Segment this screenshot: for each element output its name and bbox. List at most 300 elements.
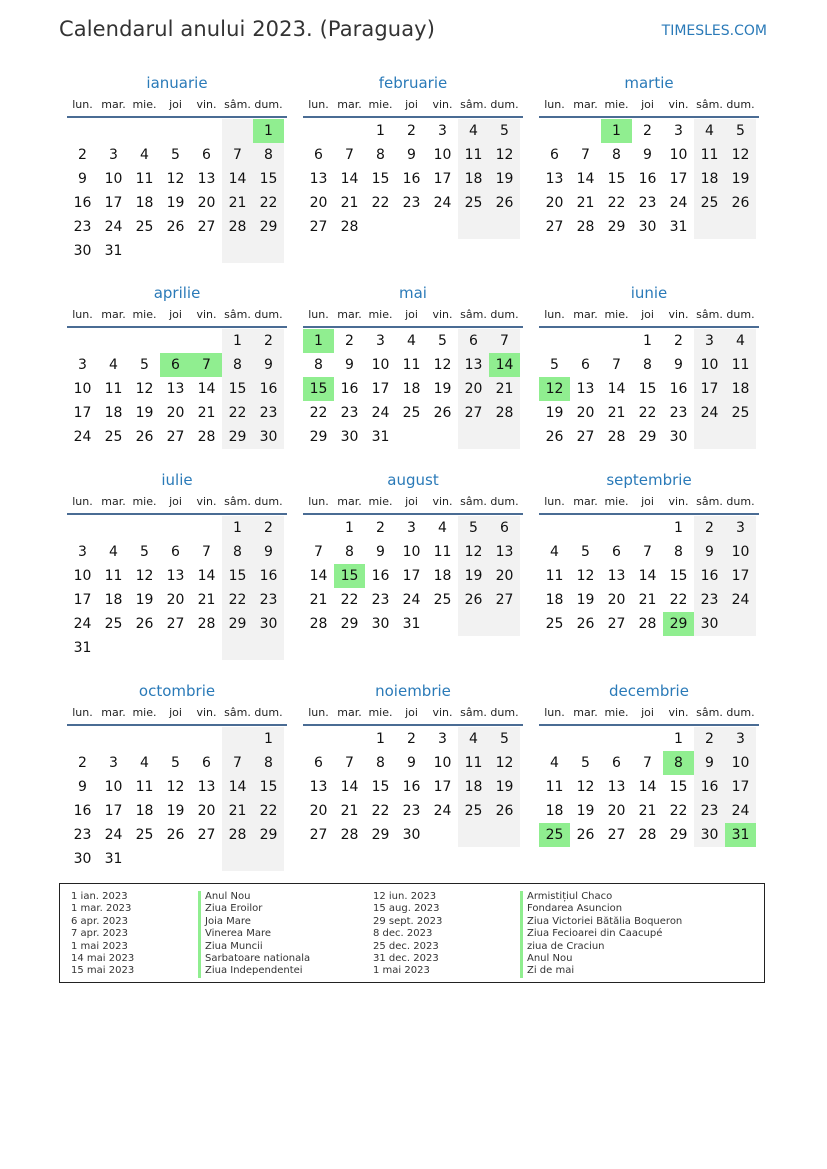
day-cell: 31 [669,219,688,235]
days-grid [303,516,523,636]
weekday-label: dum. [254,98,283,111]
day-cell: 15 [371,171,390,187]
day-cell: 7 [222,751,253,775]
weekday-header [303,706,523,726]
day-cell: 14 [222,167,253,191]
empty-day-cell [570,329,601,353]
day-cell: 30 [253,425,284,449]
empty-day-cell [601,516,632,540]
empty-day-cell [191,329,222,353]
empty-day-cell [222,119,253,143]
day-cell: 13 [197,171,216,187]
day-cell: 25 [104,616,123,632]
holiday-names-col-2 [520,891,682,978]
weekday-label: vin. [196,706,217,719]
day-cell: 8 [376,147,385,163]
days-grid [539,119,759,239]
weekday-label: mar. [101,308,126,321]
day-cell: 6 [550,147,559,163]
weekday-header [67,98,287,118]
site-link[interactable]: TIMESLES.COM [661,23,767,39]
day-cell: 12 [489,751,520,775]
day-cell: 3 [725,516,756,540]
empty-day-cell [458,425,489,449]
month-aprilie [67,282,287,449]
day-cell: 21 [638,592,657,608]
weekday-label: mar. [101,495,126,508]
day-cell: 2 [253,516,284,540]
day-cell: 13 [545,171,564,187]
day-cell: 28 [340,827,359,843]
day-cell: 28 [638,827,657,843]
empty-day-cell [601,329,632,353]
day-cell: 5 [550,357,559,373]
weekday-label: sâm. [224,706,251,719]
days-grid [67,119,287,263]
weekday-label: vin. [668,98,689,111]
day-cell: 16 [638,171,657,187]
day-cell: 10 [433,755,452,771]
day-cell: 22 [607,195,626,211]
holiday-date: 1 mai 2023 [71,940,128,952]
holiday-names-col-1 [198,891,310,978]
weekday-label: mar. [337,495,362,508]
day-cell: 5 [489,727,520,751]
day-cell: 25 [402,405,421,421]
day-cell: 27 [489,588,520,612]
day-cell: 23 [694,799,725,823]
weekday-label: mar. [337,308,362,321]
day-cell: 22 [669,592,688,608]
day-cell: 30 [694,823,725,847]
empty-day-cell [396,425,427,449]
day-cell: 18 [458,167,489,191]
day-cell: 10 [73,381,92,397]
weekday-label: dum. [490,98,519,111]
weekday-label: mie. [604,706,629,719]
day-cell: 13 [166,568,185,584]
day-cell: 1 [674,731,683,747]
month-title: iulie [161,471,193,489]
day-cell: 12 [166,779,185,795]
day-cell: 18 [545,592,564,608]
day-cell: 14 [638,568,657,584]
day-cell: 21 [197,592,216,608]
day-cell: 27 [607,827,626,843]
month-iunie [539,282,759,449]
day-cell: 20 [309,195,328,211]
empty-day-cell [67,329,98,353]
month-ianuarie [67,72,287,263]
month-title: februarie [378,74,448,92]
day-cell: 25 [135,219,154,235]
month-title: iunie [630,284,668,302]
day-cell: 25 [545,616,564,632]
day-cell: 3 [78,357,87,373]
day-cell: 19 [166,195,185,211]
weekday-label: mie. [604,308,629,321]
holiday-dates-col-2 [373,891,442,978]
day-cell: 13 [489,540,520,564]
day-cell: 1 [674,520,683,536]
holiday-date: 1 ian. 2023 [71,891,128,902]
weekday-label: vin. [196,308,217,321]
weekday-label: vin. [196,495,217,508]
day-cell: 3 [674,123,683,139]
empty-day-cell [160,119,191,143]
day-cell: 4 [407,333,416,349]
day-cell: 6 [171,544,180,560]
day-cell: 10 [725,751,756,775]
day-cell: 28 [222,215,253,239]
day-cell: 9 [78,779,87,795]
day-cell: 17 [104,803,123,819]
empty-day-cell [725,215,756,239]
day-cell: 29 [371,827,390,843]
day-cell: 21 [197,405,216,421]
day-cell: 14 [222,775,253,799]
weekday-label: vin. [432,495,453,508]
day-cell: 30 [253,612,284,636]
day-cell: 4 [438,520,447,536]
empty-day-cell [253,636,284,660]
day-cell: 23 [371,592,390,608]
day-cell: 8 [612,147,621,163]
day-cell: 27 [309,827,328,843]
holidays-legend [59,883,765,983]
weekday-label: vin. [432,706,453,719]
day-cell: 16 [340,381,359,397]
weekday-label: joi [641,706,654,719]
day-cell: 31 [402,616,421,632]
weekday-label: sâm. [224,308,251,321]
day-cell: 24 [73,616,92,632]
weekday-label: dum. [490,308,519,321]
day-cell: 22 [340,592,359,608]
weekday-label: vin. [432,308,453,321]
day-cell: 20 [197,803,216,819]
day-cell: 18 [433,568,452,584]
day-cell: 11 [433,544,452,560]
day-cell: 6 [202,755,211,771]
day-cell: 17 [694,377,725,401]
empty-day-cell [396,215,427,239]
holiday-date: 6 apr. 2023 [71,915,129,927]
empty-day-cell [222,727,253,751]
weekday-label: vin. [196,98,217,111]
holiday-day-cell: 1 [253,119,284,143]
day-cell: 29 [253,823,284,847]
day-cell: 14 [638,779,657,795]
day-cell: 16 [402,779,421,795]
empty-day-cell [98,329,129,353]
day-cell: 12 [135,381,154,397]
day-cell: 10 [402,544,421,560]
holiday-day-cell: 25 [539,823,570,847]
day-cell: 6 [458,329,489,353]
day-cell: 7 [345,755,354,771]
day-cell: 16 [669,381,688,397]
day-cell: 2 [694,516,725,540]
weekday-header [539,98,759,118]
holiday-day-cell: 1 [303,329,334,353]
day-cell: 29 [309,429,328,445]
day-cell: 9 [694,540,725,564]
day-cell: 26 [135,616,154,632]
empty-day-cell [570,727,601,751]
day-cell: 14 [607,381,626,397]
day-cell: 9 [78,171,87,187]
day-cell: 10 [104,779,123,795]
day-cell: 12 [489,143,520,167]
weekday-header [67,308,287,328]
day-cell: 10 [725,540,756,564]
weekday-label: joi [169,308,182,321]
day-cell: 30 [694,612,725,636]
day-cell: 11 [135,779,154,795]
weekday-label: joi [405,495,418,508]
day-cell: 6 [581,357,590,373]
month-title: mai [399,284,427,302]
day-cell: 11 [458,751,489,775]
weekday-label: joi [405,706,418,719]
empty-day-cell [98,727,129,751]
weekday-label: dum. [726,308,755,321]
empty-day-cell [427,612,458,636]
day-cell: 20 [166,592,185,608]
holiday-date: 14 mai 2023 [71,953,135,965]
day-cell: 26 [489,191,520,215]
day-cell: 24 [725,588,756,612]
day-cell: 9 [407,755,416,771]
holiday-name: Vinerea Mare [205,928,272,940]
month-title: ianuarie [146,74,208,92]
day-cell: 2 [674,333,683,349]
day-cell: 10 [433,147,452,163]
weekday-label: dum. [254,706,283,719]
day-cell: 29 [607,219,626,235]
empty-day-cell [334,727,365,751]
holiday-date: 25 dec. 2023 [373,940,439,952]
day-cell: 31 [73,640,92,656]
month-title: martie [624,74,674,92]
day-cell: 23 [694,588,725,612]
holiday-name: Ziua Fecioarei din Caacupé [527,928,663,940]
day-cell: 5 [581,755,590,771]
day-cell: 7 [612,357,621,373]
weekday-label: lun. [72,308,93,321]
day-cell: 15 [222,564,253,588]
holiday-day-cell: 15 [334,564,365,588]
day-cell: 26 [545,429,564,445]
day-cell: 9 [345,357,354,373]
weekday-label: mie. [368,98,393,111]
weekday-label: dum. [254,495,283,508]
day-cell: 22 [371,195,390,211]
month-title: august [387,471,439,489]
day-cell: 12 [725,143,756,167]
day-cell: 24 [433,803,452,819]
day-cell: 25 [694,191,725,215]
day-cell: 4 [458,727,489,751]
weekday-label: mie. [132,308,157,321]
day-cell: 12 [433,357,452,373]
day-cell: 7 [222,143,253,167]
day-cell: 15 [607,171,626,187]
day-cell: 13 [197,779,216,795]
day-cell: 11 [458,143,489,167]
empty-day-cell [160,239,191,263]
holiday-date: 15 mai 2023 [71,965,135,977]
day-cell: 25 [725,401,756,425]
day-cell: 19 [576,592,595,608]
holiday-day-cell: 7 [191,353,222,377]
day-cell: 16 [73,195,92,211]
holiday-day-cell: 29 [663,612,694,636]
day-cell: 3 [725,727,756,751]
day-cell: 11 [694,143,725,167]
day-cell: 26 [725,191,756,215]
day-cell: 27 [458,401,489,425]
day-cell: 23 [402,803,421,819]
day-cell: 5 [458,516,489,540]
holiday-date: 8 dec. 2023 [373,928,433,940]
month-august [303,469,523,636]
weekday-label: mie. [368,495,393,508]
empty-day-cell [191,636,222,660]
weekday-label: sâm. [224,98,251,111]
empty-day-cell [427,425,458,449]
days-grid [67,516,287,660]
day-cell: 18 [402,381,421,397]
empty-day-cell [160,636,191,660]
day-cell: 7 [643,755,652,771]
day-cell: 16 [694,775,725,799]
weekday-label: mar. [337,706,362,719]
day-cell: 10 [371,357,390,373]
month-martie [539,72,759,239]
day-cell: 7 [345,147,354,163]
day-cell: 2 [78,147,87,163]
day-cell: 16 [402,171,421,187]
day-cell: 19 [489,775,520,799]
day-cell: 23 [73,219,92,235]
weekday-label: lun. [308,98,329,111]
empty-day-cell [489,612,520,636]
holiday-name: Joia Mare [205,915,251,927]
weekday-label: sâm. [696,308,723,321]
empty-day-cell [539,119,570,143]
empty-day-cell [458,215,489,239]
weekday-label: mie. [604,98,629,111]
holiday-date: 1 mar. 2023 [71,903,132,915]
day-cell: 8 [314,357,323,373]
holiday-date: 12 iun. 2023 [373,891,437,902]
empty-day-cell [632,727,663,751]
day-cell: 28 [638,616,657,632]
day-cell: 27 [166,616,185,632]
day-cell: 4 [550,755,559,771]
day-cell: 1 [253,727,284,751]
weekday-label: mar. [573,308,598,321]
day-cell: 2 [694,727,725,751]
holiday-name: Ziua Eroilor [205,903,263,915]
weekday-label: lun. [544,706,565,719]
weekday-label: joi [641,495,654,508]
empty-day-cell [98,636,129,660]
day-cell: 18 [458,775,489,799]
day-cell: 4 [109,544,118,560]
empty-day-cell [191,727,222,751]
day-cell: 8 [222,540,253,564]
day-cell: 5 [581,544,590,560]
day-cell: 20 [545,195,564,211]
day-cell: 20 [489,564,520,588]
day-cell: 27 [166,429,185,445]
day-cell: 8 [253,751,284,775]
day-cell: 25 [433,592,452,608]
day-cell: 2 [78,755,87,771]
holiday-name: Zi de mai [527,965,575,977]
holiday-name: Armistițiul Chaco [527,891,613,902]
holiday-date: 29 sept. 2023 [373,915,443,927]
day-cell: 9 [407,147,416,163]
day-cell: 3 [78,544,87,560]
day-cell: 11 [545,568,564,584]
empty-day-cell [253,239,284,263]
day-cell: 25 [458,799,489,823]
empty-day-cell [160,847,191,871]
empty-day-cell [67,727,98,751]
day-cell: 21 [576,195,595,211]
day-cell: 29 [638,429,657,445]
day-cell: 30 [73,243,92,259]
day-cell: 18 [135,195,154,211]
day-cell: 7 [581,147,590,163]
day-cell: 15 [222,377,253,401]
holiday-day-cell: 31 [725,823,756,847]
weekday-label: mar. [573,706,598,719]
day-cell: 21 [340,195,359,211]
day-cell: 20 [197,195,216,211]
day-cell: 13 [607,779,626,795]
day-cell: 12 [458,540,489,564]
days-grid [67,727,287,871]
holiday-name: Ziua Victoriei Bătălia Boqueron [527,915,683,927]
day-cell: 16 [253,377,284,401]
day-cell: 13 [309,171,328,187]
day-cell: 11 [104,568,123,584]
day-cell: 26 [433,405,452,421]
day-cell: 5 [438,333,447,349]
empty-day-cell [129,636,160,660]
day-cell: 15 [669,779,688,795]
weekday-label: mie. [368,308,393,321]
day-cell: 24 [104,219,123,235]
empty-day-cell [129,119,160,143]
weekday-label: joi [641,98,654,111]
weekday-header [303,98,523,118]
day-cell: 19 [725,167,756,191]
empty-day-cell [303,516,334,540]
holiday-date: 7 apr. 2023 [71,928,129,940]
day-cell: 14 [340,171,359,187]
day-cell: 24 [402,592,421,608]
day-cell: 4 [694,119,725,143]
day-cell: 27 [576,429,595,445]
day-cell: 12 [135,568,154,584]
day-cell: 3 [109,755,118,771]
